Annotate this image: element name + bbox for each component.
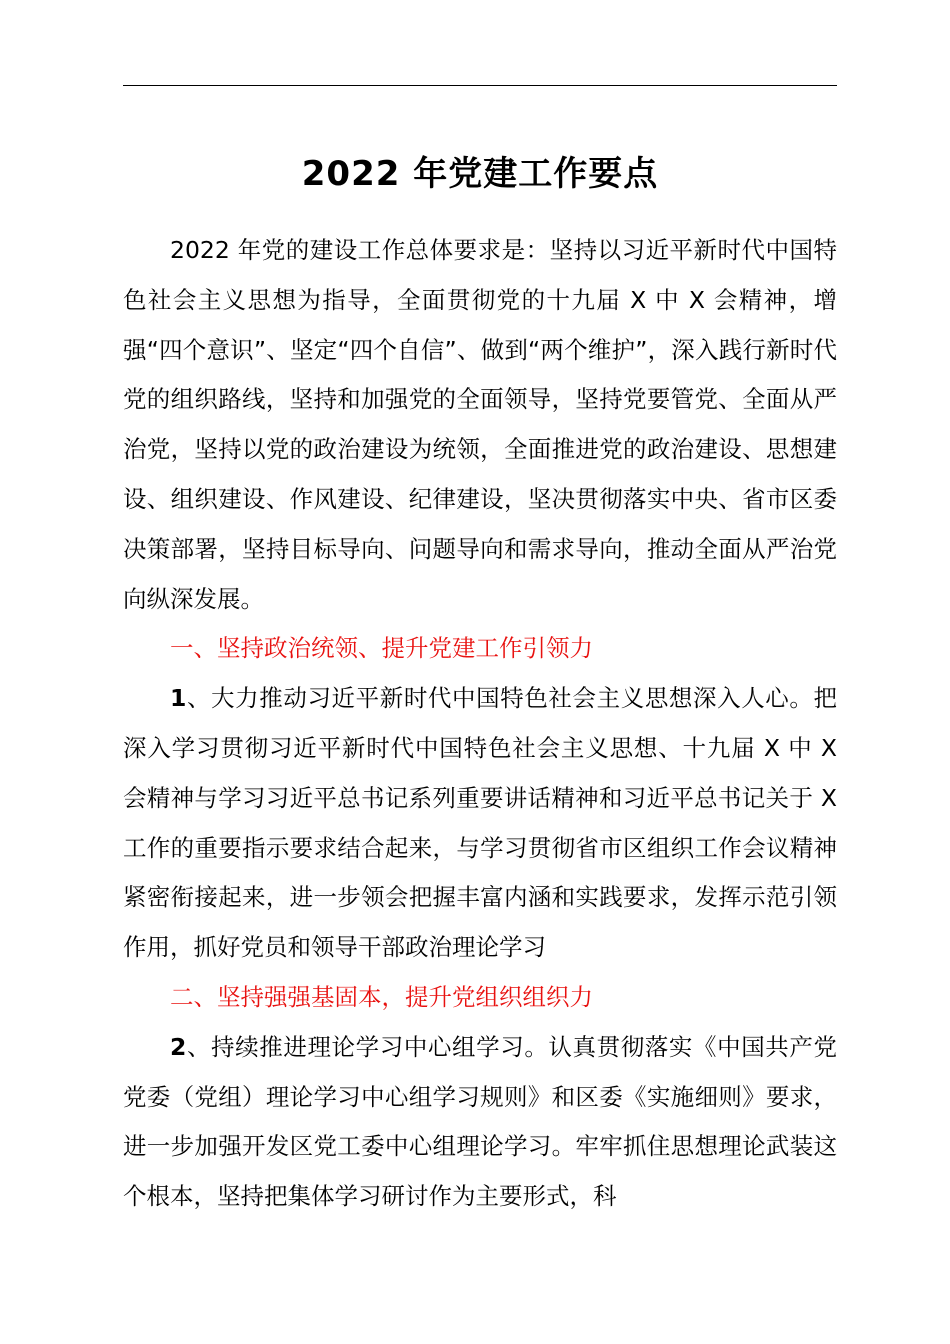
section-heading-1: 一、坚持政治统领、提升党建工作引领力 [170,634,593,663]
item-1-paragraph [123,674,837,973]
item-2-number: 2 [170,1032,187,1061]
item-2-paragraph [123,1023,837,1222]
item-1-text: 、大力推动习近平新时代中国特色社会主义思想深入人心。把深入学习贯彻习近平新时代中国特色社会主义思想、十九届 X 中 X 会精神与学习习近平总书记系列重要讲话精神和习近平总书记关于 X 工作的重要指示要求结合起来，与学习贯彻省市区组织工作会议精神紧密衔接起来，进一步领会把握丰富内涵和实践要求，发挥示范引领作用，抓好党员和领导干部政治理论学习 [123,684,837,962]
document-title: 2022 年党建工作要点 [301,154,659,194]
section-heading-2: 二、坚持强强基固本，提升党组织组织力 [170,982,593,1011]
item-2-text: 、持续推进理论学习中心组学习。认真贯彻落实《中国共产党党委（党组）理论学习中心组学习规则》和区委《实施细则》要求，进一步加强开发区党工委中心组理论学习。牢牢抓住思想理论武装这个根本，坚持把集体学习研讨作为主要形式，科 [123,1032,837,1211]
header-rule [123,85,837,86]
intro-paragraph: 2022 年党的建设工作总体要求是：坚持以习近平新时代中国特色社会主义思想为指导，全面贯彻党的十九届 X 中 X 会精神，增强“四个意识”、坚定“四个自信”、做到“两个维护”，深入践行新时代党的组织路线，坚持和加强党的全面领导，坚持党要管党、全面从严治党，坚持以党的政治建设为统领，全面推进党的政治建设、思想建设、组织建设、作风建设、纪律建设，坚决贯彻落实中央、省市区委决策部署，坚持目标导向、问题导向和需求导向，推动全面从严治党向纵深发展。 [123,236,837,613]
item-1-number: 1 [170,684,187,713]
document-body [123,226,837,1222]
